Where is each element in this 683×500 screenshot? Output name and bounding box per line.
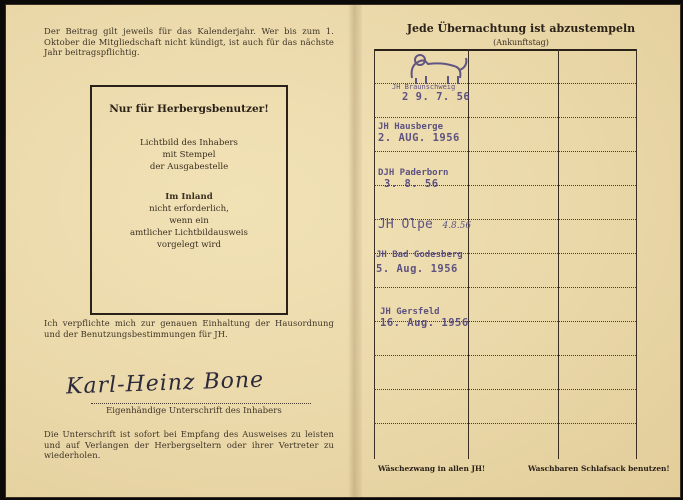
photo-line-5: nicht erforderlich, xyxy=(149,204,229,214)
stamp-date: 2 9. 7. 56 xyxy=(402,91,471,103)
signature-line xyxy=(91,403,311,404)
photo-box xyxy=(90,85,288,315)
stamp-page-title: Jede Übernachtung ist abzustempeln xyxy=(406,22,636,35)
obligation-text: Ich verpflichte mich zur genauen Einhaltung der Hausordnung und der Benutzungsbestimmungen für JH. xyxy=(44,318,334,339)
stamp-date: 4.8.56 xyxy=(442,221,472,231)
grid-row-line xyxy=(374,151,636,152)
grid-line xyxy=(636,49,637,459)
stamp-name: JH Bad Godesberg xyxy=(376,250,463,260)
stamp-name: JH Olpe xyxy=(378,217,433,232)
membership-fee-note: Der Beitrag gilt jeweils für das Kalenderjahr. Wer bis zum 1. Oktober die Mitgliedschaft nicht kündigt, ist auch für das nächste Jahr beitragspflichtig. xyxy=(44,26,334,57)
grid-row-line xyxy=(374,423,636,424)
grid-row-line xyxy=(374,355,636,356)
photo-line-3: der Ausgabestelle xyxy=(149,162,229,172)
grid-line xyxy=(374,49,375,459)
stamp-page-subtitle: (Ankunftstag) xyxy=(493,38,549,47)
stamp-olpe xyxy=(378,213,471,232)
grid-row-line xyxy=(374,287,636,288)
stamp-name: JH Hausberge xyxy=(378,122,444,132)
footer-laundry-note: Wäschezwang in allen JH! xyxy=(378,464,486,473)
signature-note: Die Unterschrift ist sofort bei Empfang des Ausweises zu leisten und auf Verlangen der Herbergseltern oder ihrer Vertreter zu wiederholen. xyxy=(44,429,334,460)
grid-row-line xyxy=(374,389,636,390)
stamp-name: JH Gersfeld xyxy=(380,307,440,317)
center-fold xyxy=(348,5,362,497)
photo-line-8: vorgelegt wird xyxy=(157,240,221,250)
stamp-hausberge xyxy=(378,122,460,144)
handwritten-signature: Karl-Heinz Bone xyxy=(65,367,265,400)
stamp-name: JH Braunschweig xyxy=(392,83,456,91)
stamp-date: 5. Aug. 1956 xyxy=(376,263,458,275)
signature-caption: Eigenhändige Unterschrift des Inhabers xyxy=(106,406,282,416)
stamp-bad-godesberg xyxy=(376,250,463,275)
stamp-braunschweig xyxy=(392,83,470,103)
photo-box-title: Nur für Herbergsbenutzer! xyxy=(109,103,269,115)
photo-line-7: amtlicher Lichtbildausweis xyxy=(130,228,248,238)
lion-stamp-icon xyxy=(402,52,472,86)
membership-card-spread xyxy=(5,4,681,498)
grid-line xyxy=(558,49,559,459)
stamp-name: DJH Paderborn xyxy=(378,168,449,178)
stamp-date: 2. AUG. 1956 xyxy=(378,132,460,144)
stamp-gersfeld xyxy=(380,307,469,329)
photo-line-4: Im Inland xyxy=(165,192,213,202)
stamp-paderborn xyxy=(378,168,448,190)
grid-row-line xyxy=(374,117,636,118)
footer-sleeping-bag-note: Waschbaren Schlafsack benutzen! xyxy=(528,464,670,473)
grid-line xyxy=(468,49,469,459)
photo-line-6: wenn ein xyxy=(169,216,209,226)
stamp-date: 3. 8. 56 xyxy=(384,178,439,190)
stamp-date: 16. Aug. 1956 xyxy=(380,317,469,329)
photo-line-2: mit Stempel xyxy=(162,150,216,160)
photo-line-1: Lichtbild des Inhabers xyxy=(140,138,238,148)
